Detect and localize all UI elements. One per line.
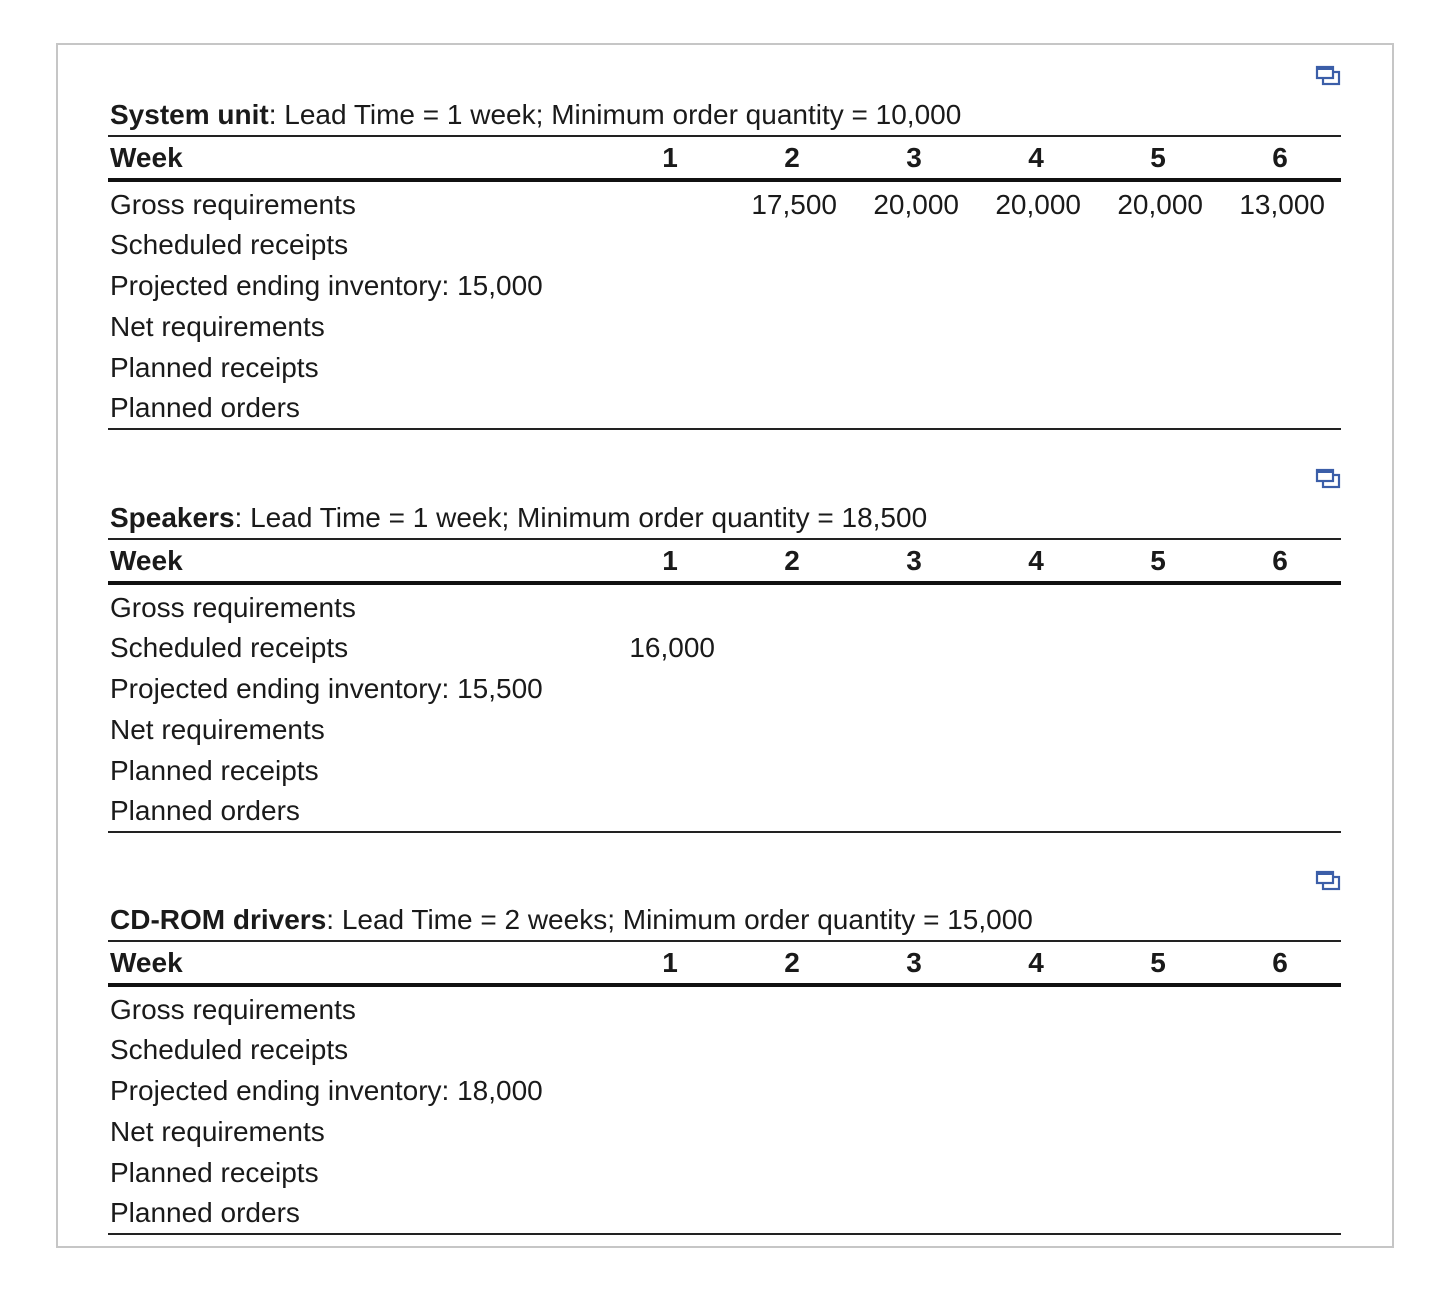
row-label: Planned receipts <box>110 351 319 383</box>
week-value-cell <box>609 1071 731 1112</box>
table-row <box>108 266 1341 307</box>
week-value-cell <box>609 347 731 388</box>
week-value-cell <box>975 307 1097 348</box>
week-value-cell <box>853 347 975 388</box>
week-value-cell <box>609 750 731 791</box>
table-row <box>108 1030 1341 1071</box>
week-value-cell <box>853 1193 975 1234</box>
header-row <box>108 941 1341 985</box>
row-label: Gross requirements <box>110 189 356 220</box>
week-value-cell <box>1219 225 1341 266</box>
week-value-cell <box>1219 307 1341 348</box>
week-value-cell <box>731 1152 853 1193</box>
week-value-cell <box>975 791 1097 832</box>
week-value-cell <box>609 710 731 751</box>
row-label: Projected ending inventory: 15,000 <box>110 270 543 302</box>
week-value-cell <box>731 307 853 348</box>
table-row <box>108 710 1341 751</box>
week-4-header: 4 <box>975 136 1097 180</box>
week-value-cell <box>1097 791 1219 832</box>
week-value-cell <box>609 985 731 1030</box>
week-value-cell <box>609 1112 731 1153</box>
week-value-cell <box>1219 347 1341 388</box>
week-value-cell <box>1097 583 1219 628</box>
week-value-cell <box>731 225 853 266</box>
week-value-cell <box>1219 791 1341 832</box>
week-2-header: 2 <box>731 539 853 583</box>
week-value-cell <box>1219 1030 1341 1071</box>
week-value-cell <box>853 628 975 669</box>
week-value-cell <box>731 628 853 669</box>
row-label: Gross requirements <box>110 592 356 623</box>
week-value-cell <box>609 791 731 832</box>
mrp-table <box>108 538 1341 833</box>
table-row <box>108 388 1341 429</box>
week-value-cell <box>853 583 975 628</box>
item-spec: : Lead Time = 1 week; Minimum order quantity = 10,000 <box>268 99 962 130</box>
week-value-cell <box>975 1112 1097 1153</box>
week-value-cell <box>1097 388 1219 429</box>
week-value-cell <box>853 791 975 832</box>
week-value-cell <box>1097 266 1219 307</box>
week-value-cell: 17,500 <box>751 189 837 220</box>
week-value-cell <box>975 1193 1097 1234</box>
week-2-header: 2 <box>731 136 853 180</box>
week-value-cell <box>731 985 853 1030</box>
row-label: Net requirements <box>110 1115 325 1147</box>
week-value-cell <box>1097 1030 1219 1071</box>
table-row <box>108 1193 1341 1234</box>
week-value-cell <box>731 750 853 791</box>
week-5-header: 5 <box>1097 539 1219 583</box>
week-value-cell <box>609 266 731 307</box>
week-6-header: 6 <box>1219 136 1341 180</box>
week-value-cell <box>731 583 853 628</box>
item-name: CD-ROM drivers <box>110 904 327 935</box>
week-value-cell <box>975 628 1097 669</box>
week-value-cell <box>975 266 1097 307</box>
week-value-cell <box>609 669 731 710</box>
week-value-cell <box>1219 583 1341 628</box>
week-value-cell <box>853 1112 975 1153</box>
week-value-cell <box>1097 225 1219 266</box>
week-value-cell <box>1219 669 1341 710</box>
item-spec: : Lead Time = 1 week; Minimum order quantity = 18,500 <box>234 502 928 533</box>
table-row <box>108 1112 1341 1153</box>
week-value-cell <box>609 1193 731 1234</box>
week-value-cell <box>1219 1112 1341 1153</box>
week-value-cell <box>853 750 975 791</box>
week-3-header: 3 <box>853 136 975 180</box>
week-value-cell <box>1097 710 1219 751</box>
week-value-cell <box>609 307 731 348</box>
week-value-cell <box>731 791 853 832</box>
popout-window-icon[interactable] <box>1315 65 1341 87</box>
section-title <box>110 501 927 535</box>
week-5-header: 5 <box>1097 941 1219 985</box>
week-value-cell <box>853 388 975 429</box>
table-row <box>108 750 1341 791</box>
week-2-header: 2 <box>731 941 853 985</box>
week-4-header: 4 <box>975 539 1097 583</box>
week-value-cell <box>1097 1193 1219 1234</box>
row-label: Net requirements <box>110 310 325 342</box>
week-value-cell <box>853 710 975 751</box>
week-value-cell <box>975 225 1097 266</box>
week-value-cell <box>731 1112 853 1153</box>
row-label: Planned receipts <box>110 754 319 786</box>
row-label: Planned orders <box>108 1193 609 1234</box>
row-label: Projected ending inventory: 18,000 <box>110 1075 543 1107</box>
week-value-cell <box>1219 266 1341 307</box>
row-label: Scheduled receipts <box>110 632 349 664</box>
row-label: Planned orders <box>108 791 609 832</box>
week-1-header: 1 <box>609 539 731 583</box>
week-value-cell <box>609 225 731 266</box>
week-value-cell <box>731 1193 853 1234</box>
row-label: Scheduled receipts <box>110 229 349 261</box>
popout-window-icon[interactable] <box>1315 468 1341 490</box>
week-value-cell <box>1097 347 1219 388</box>
week-value-cell <box>731 669 853 710</box>
row-label: Projected ending inventory: 15,500 <box>110 673 543 705</box>
week-value-cell <box>1219 710 1341 751</box>
section-title <box>110 98 961 132</box>
header-row <box>108 136 1341 180</box>
row-label: Net requirements <box>110 713 325 745</box>
week-1-header: 1 <box>609 941 731 985</box>
week-value-cell <box>731 1071 853 1112</box>
week-value-cell <box>1097 307 1219 348</box>
week-value-cell <box>975 985 1097 1030</box>
week-value-cell <box>1097 669 1219 710</box>
week-value-cell <box>1219 388 1341 429</box>
week-value-cell <box>1219 1071 1341 1112</box>
week-value-cell <box>1219 1152 1341 1193</box>
week-value-cell <box>731 388 853 429</box>
row-label: Scheduled receipts <box>110 1034 349 1066</box>
mrp-table <box>108 135 1341 430</box>
week-4-header: 4 <box>975 941 1097 985</box>
week-value-cell <box>609 388 731 429</box>
week-value-cell: 20,000 <box>1117 189 1203 220</box>
row-label: Gross requirements <box>110 994 356 1025</box>
week-header: Week <box>108 136 609 180</box>
week-header: Week <box>108 539 609 583</box>
item-name: System unit <box>110 99 269 130</box>
week-value-cell <box>1097 750 1219 791</box>
mrp-section-system-unit <box>108 62 1341 442</box>
week-6-header: 6 <box>1219 941 1341 985</box>
table-row <box>108 791 1341 832</box>
section-title <box>110 903 1033 937</box>
week-value-cell <box>853 1030 975 1071</box>
week-6-header: 6 <box>1219 539 1341 583</box>
table-row <box>108 628 1341 669</box>
week-value-cell <box>975 750 1097 791</box>
table-row <box>108 583 1341 628</box>
week-value-cell <box>975 669 1097 710</box>
week-5-header: 5 <box>1097 136 1219 180</box>
table-row <box>108 1152 1341 1193</box>
week-value-cell <box>1097 1071 1219 1112</box>
week-value-cell <box>731 710 853 751</box>
week-value-cell <box>975 347 1097 388</box>
row-label: Planned receipts <box>110 1156 319 1188</box>
week-value-cell <box>1219 750 1341 791</box>
week-value-cell <box>975 1030 1097 1071</box>
week-value-cell <box>975 388 1097 429</box>
mrp-table <box>108 940 1341 1235</box>
week-1-header: 1 <box>609 136 731 180</box>
table-row <box>108 985 1341 1030</box>
header-row <box>108 539 1341 583</box>
table-row <box>108 180 1341 225</box>
week-value-cell <box>853 985 975 1030</box>
popout-window-icon[interactable] <box>1315 870 1341 892</box>
item-spec: : Lead Time = 2 weeks; Minimum order quantity = 15,000 <box>326 904 1033 935</box>
week-header: Week <box>108 941 609 985</box>
table-row <box>108 1071 1341 1112</box>
week-value-cell <box>609 583 731 628</box>
table-row <box>108 669 1341 710</box>
week-value-cell <box>609 180 731 225</box>
week-value-cell: 16,000 <box>629 632 715 664</box>
week-value-cell <box>975 1152 1097 1193</box>
week-value-cell <box>1219 1193 1341 1234</box>
week-3-header: 3 <box>853 941 975 985</box>
table-row <box>108 307 1341 348</box>
week-value-cell <box>1097 1112 1219 1153</box>
week-value-cell <box>609 1152 731 1193</box>
table-row <box>108 347 1341 388</box>
week-value-cell <box>731 347 853 388</box>
week-value-cell <box>853 307 975 348</box>
week-value-cell: 13,000 <box>1239 189 1325 220</box>
table-row <box>108 225 1341 266</box>
week-value-cell <box>853 1071 975 1112</box>
week-value-cell <box>853 669 975 710</box>
week-value-cell <box>731 1030 853 1071</box>
mrp-section-speakers <box>108 465 1341 845</box>
week-value-cell <box>975 1071 1097 1112</box>
row-label: Planned orders <box>108 388 609 429</box>
week-value-cell <box>975 710 1097 751</box>
mrp-section-cd-rom-drivers <box>108 867 1341 1247</box>
week-value-cell <box>1097 628 1219 669</box>
week-value-cell <box>853 266 975 307</box>
week-value-cell <box>853 1152 975 1193</box>
week-value-cell <box>731 266 853 307</box>
week-value-cell <box>609 1030 731 1071</box>
week-3-header: 3 <box>853 539 975 583</box>
week-value-cell: 20,000 <box>873 189 959 220</box>
week-value-cell: 20,000 <box>995 189 1081 220</box>
item-name: Speakers <box>110 502 235 533</box>
week-value-cell <box>975 583 1097 628</box>
week-value-cell <box>1219 628 1341 669</box>
week-value-cell <box>853 225 975 266</box>
week-value-cell <box>1219 985 1341 1030</box>
week-value-cell <box>1097 1152 1219 1193</box>
week-value-cell <box>1097 985 1219 1030</box>
